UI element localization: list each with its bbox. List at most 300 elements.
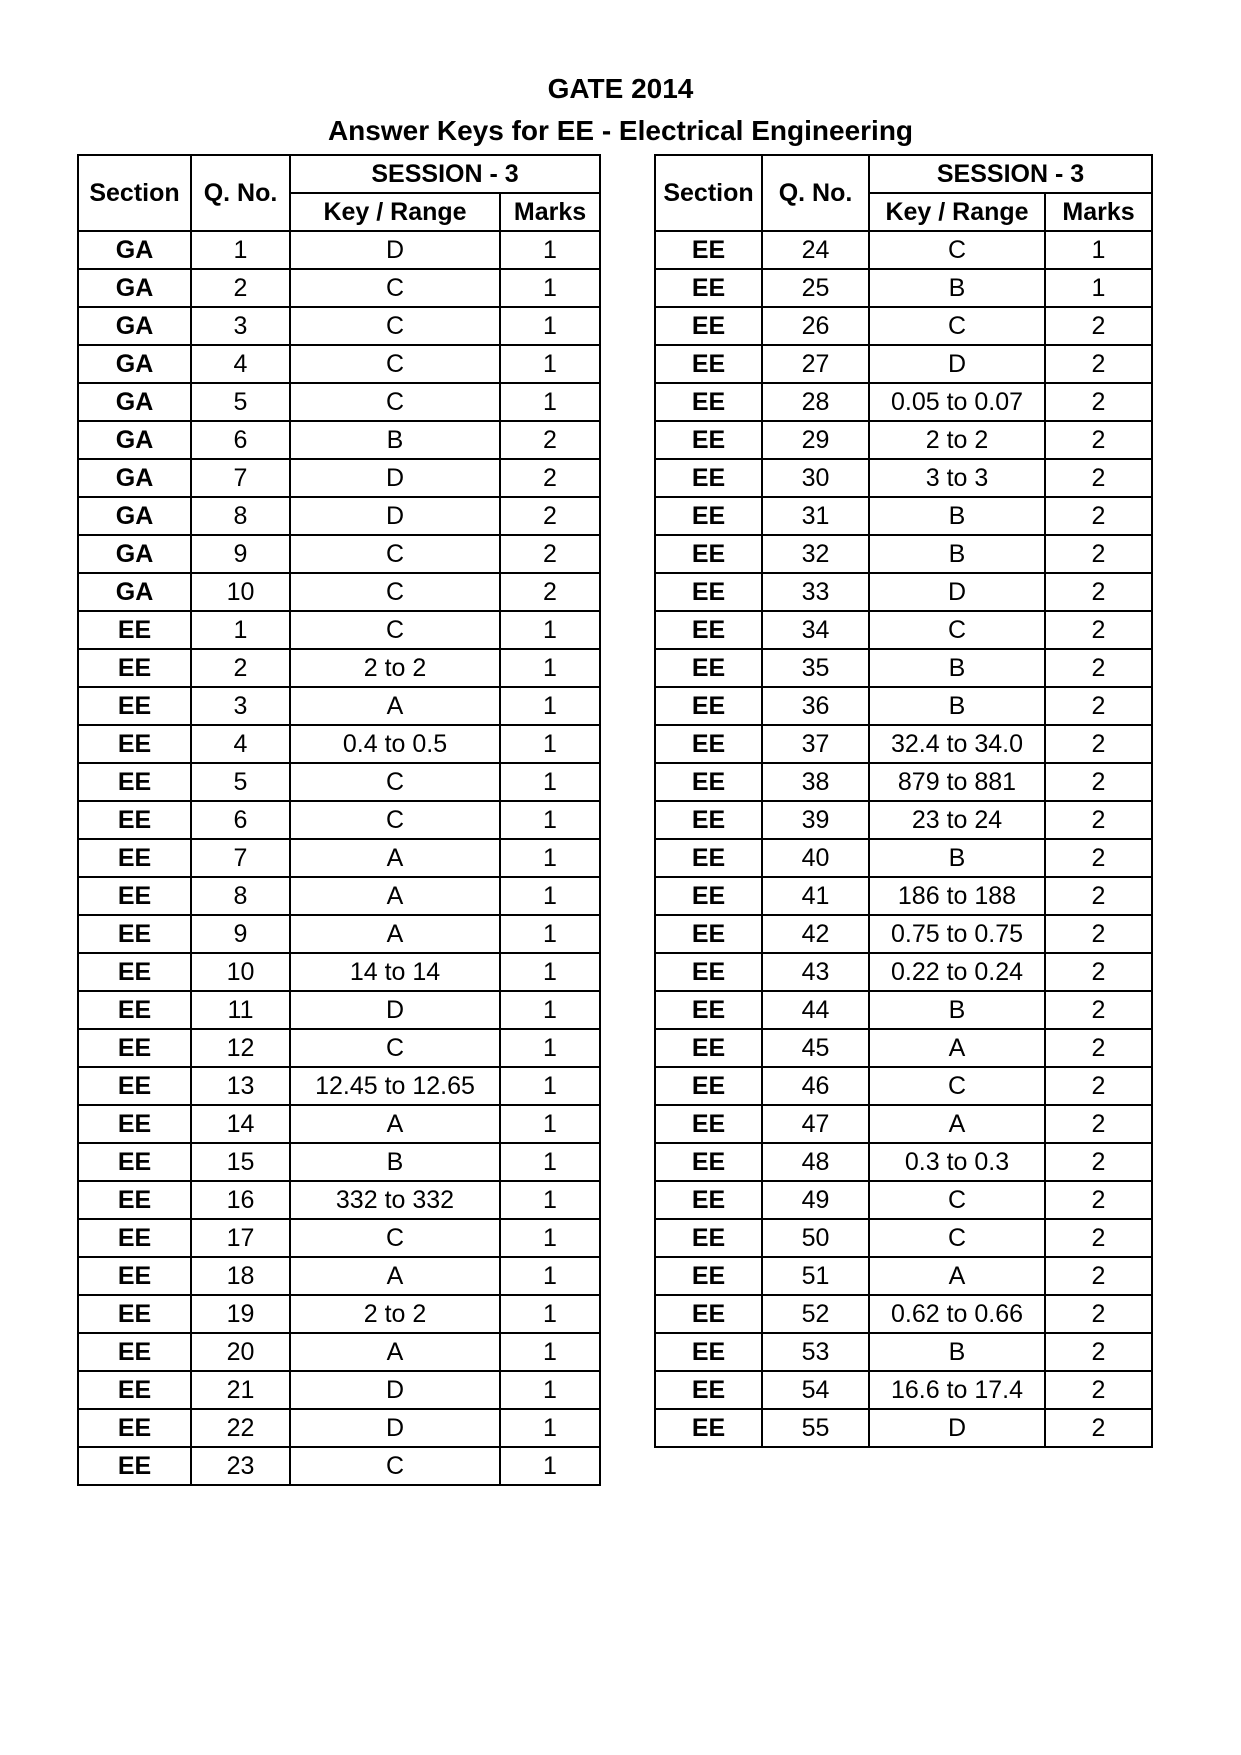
cell-section: EE <box>78 1143 191 1181</box>
cell-question-number: 27 <box>762 345 869 383</box>
cell-section: EE <box>655 763 762 801</box>
cell-section: EE <box>78 1409 191 1447</box>
table-row <box>78 801 600 839</box>
cell-marks: 2 <box>500 535 600 573</box>
table-row <box>655 687 1152 725</box>
cell-section: GA <box>78 383 191 421</box>
cell-question-number: 42 <box>762 915 869 953</box>
cell-marks: 1 <box>500 915 600 953</box>
cell-marks: 2 <box>1045 1333 1152 1371</box>
cell-question-number: 9 <box>191 535 290 573</box>
cell-key-range: B <box>869 535 1045 573</box>
table-row <box>655 231 1152 269</box>
header-section: Section <box>655 155 762 231</box>
cell-section: EE <box>78 1447 191 1485</box>
table-row <box>78 1029 600 1067</box>
cell-section: EE <box>655 1257 762 1295</box>
cell-section: EE <box>655 1067 762 1105</box>
cell-section: EE <box>78 763 191 801</box>
cell-marks: 1 <box>1045 231 1152 269</box>
cell-key-range: 23 to 24 <box>869 801 1045 839</box>
cell-section: EE <box>78 1029 191 1067</box>
cell-question-number: 33 <box>762 573 869 611</box>
cell-section: EE <box>78 991 191 1029</box>
cell-section: GA <box>78 307 191 345</box>
cell-marks: 2 <box>1045 307 1152 345</box>
cell-question-number: 9 <box>191 915 290 953</box>
cell-question-number: 43 <box>762 953 869 991</box>
page-subtitle: Answer Keys for EE - Electrical Engineering <box>327 115 914 146</box>
page-title: GATE 2014 <box>547 73 694 104</box>
cell-marks: 2 <box>1045 801 1152 839</box>
cell-question-number: 1 <box>191 611 290 649</box>
table-row <box>655 1409 1152 1447</box>
cell-section: EE <box>78 1067 191 1105</box>
cell-key-range: B <box>869 1333 1045 1371</box>
cell-marks: 1 <box>500 1143 600 1181</box>
table-row <box>78 573 600 611</box>
cell-key-range: D <box>869 573 1045 611</box>
table-row <box>655 1067 1152 1105</box>
cell-marks: 1 <box>500 649 600 687</box>
cell-section: EE <box>655 1143 762 1181</box>
table-row <box>78 1257 600 1295</box>
cell-question-number: 24 <box>762 231 869 269</box>
cell-section: EE <box>655 459 762 497</box>
cell-question-number: 46 <box>762 1067 869 1105</box>
answer-key-table-right <box>654 154 1153 1448</box>
cell-section: EE <box>78 1219 191 1257</box>
cell-question-number: 48 <box>762 1143 869 1181</box>
cell-question-number: 38 <box>762 763 869 801</box>
cell-marks: 2 <box>1045 915 1152 953</box>
cell-section: EE <box>655 953 762 991</box>
table-row <box>655 611 1152 649</box>
cell-question-number: 21 <box>191 1371 290 1409</box>
cell-question-number: 40 <box>762 839 869 877</box>
cell-marks: 1 <box>500 725 600 763</box>
cell-section: GA <box>78 345 191 383</box>
cell-question-number: 39 <box>762 801 869 839</box>
cell-section: EE <box>78 801 191 839</box>
cell-question-number: 36 <box>762 687 869 725</box>
cell-marks: 1 <box>500 269 600 307</box>
cell-section: EE <box>655 497 762 535</box>
cell-key-range: 0.22 to 0.24 <box>869 953 1045 991</box>
cell-question-number: 5 <box>191 383 290 421</box>
table-row <box>655 307 1152 345</box>
table-row <box>78 1409 600 1447</box>
cell-question-number: 52 <box>762 1295 869 1333</box>
cell-key-range: D <box>869 345 1045 383</box>
cell-marks: 2 <box>1045 1371 1152 1409</box>
table-row <box>655 497 1152 535</box>
table-row <box>655 459 1152 497</box>
table-row <box>655 535 1152 573</box>
table-row <box>78 1371 600 1409</box>
cell-marks: 1 <box>500 991 600 1029</box>
cell-key-range: C <box>869 307 1045 345</box>
cell-question-number: 28 <box>762 383 869 421</box>
cell-marks: 2 <box>1045 573 1152 611</box>
cell-question-number: 51 <box>762 1257 869 1295</box>
cell-marks: 1 <box>500 1029 600 1067</box>
cell-marks: 2 <box>1045 763 1152 801</box>
table-row <box>78 383 600 421</box>
cell-question-number: 4 <box>191 725 290 763</box>
table-row <box>78 915 600 953</box>
cell-marks: 2 <box>500 421 600 459</box>
table-row <box>78 269 600 307</box>
cell-key-range: 0.3 to 0.3 <box>869 1143 1045 1181</box>
cell-key-range: D <box>290 991 500 1029</box>
cell-marks: 2 <box>1045 877 1152 915</box>
table-row <box>655 421 1152 459</box>
cell-key-range: C <box>290 763 500 801</box>
cell-marks: 1 <box>500 1447 600 1485</box>
cell-marks: 2 <box>1045 953 1152 991</box>
cell-question-number: 11 <box>191 991 290 1029</box>
cell-section: GA <box>78 459 191 497</box>
table-row <box>655 573 1152 611</box>
cell-section: EE <box>655 269 762 307</box>
table-row <box>655 383 1152 421</box>
cell-key-range: B <box>869 269 1045 307</box>
cell-key-range: 0.4 to 0.5 <box>290 725 500 763</box>
cell-marks: 2 <box>500 573 600 611</box>
cell-key-range: D <box>290 1371 500 1409</box>
table-row <box>78 1181 600 1219</box>
table-row <box>78 763 600 801</box>
table-row <box>78 1219 600 1257</box>
cell-question-number: 7 <box>191 459 290 497</box>
table-row <box>78 687 600 725</box>
table-row <box>655 801 1152 839</box>
cell-key-range: A <box>290 877 500 915</box>
cell-section: EE <box>78 915 191 953</box>
cell-marks: 2 <box>1045 649 1152 687</box>
cell-question-number: 37 <box>762 725 869 763</box>
cell-key-range: 16.6 to 17.4 <box>869 1371 1045 1409</box>
table-row <box>78 611 600 649</box>
cell-marks: 1 <box>500 1067 600 1105</box>
table-row <box>78 649 600 687</box>
cell-question-number: 3 <box>191 687 290 725</box>
header-session: SESSION - 3 <box>869 155 1152 193</box>
cell-question-number: 2 <box>191 649 290 687</box>
cell-question-number: 32 <box>762 535 869 573</box>
table-row <box>655 1029 1152 1067</box>
table-row <box>655 1219 1152 1257</box>
cell-key-range: C <box>290 383 500 421</box>
cell-section: EE <box>655 725 762 763</box>
cell-question-number: 30 <box>762 459 869 497</box>
cell-marks: 2 <box>1045 687 1152 725</box>
cell-key-range: D <box>290 1409 500 1447</box>
cell-question-number: 18 <box>191 1257 290 1295</box>
cell-question-number: 10 <box>191 953 290 991</box>
cell-question-number: 6 <box>191 801 290 839</box>
cell-section: EE <box>78 611 191 649</box>
cell-key-range: A <box>290 1333 500 1371</box>
cell-key-range: 14 to 14 <box>290 953 500 991</box>
cell-question-number: 31 <box>762 497 869 535</box>
table-row <box>78 459 600 497</box>
cell-key-range: C <box>290 1029 500 1067</box>
cell-question-number: 26 <box>762 307 869 345</box>
cell-marks: 1 <box>500 307 600 345</box>
cell-section: EE <box>655 383 762 421</box>
cell-key-range: C <box>290 573 500 611</box>
cell-question-number: 14 <box>191 1105 290 1143</box>
cell-question-number: 8 <box>191 497 290 535</box>
cell-question-number: 17 <box>191 1219 290 1257</box>
header-section: Section <box>78 155 191 231</box>
cell-key-range: 2 to 2 <box>869 421 1045 459</box>
cell-section: EE <box>655 1295 762 1333</box>
cell-marks: 1 <box>500 1257 600 1295</box>
cell-question-number: 23 <box>191 1447 290 1485</box>
table-row <box>655 1257 1152 1295</box>
cell-marks: 2 <box>1045 459 1152 497</box>
cell-key-range: 2 to 2 <box>290 1295 500 1333</box>
cell-key-range: D <box>290 231 500 269</box>
header-session: SESSION - 3 <box>290 155 600 193</box>
cell-key-range: A <box>869 1105 1045 1143</box>
cell-section: EE <box>78 877 191 915</box>
cell-key-range: B <box>290 1143 500 1181</box>
table-row <box>78 953 600 991</box>
table-row <box>78 839 600 877</box>
cell-marks: 2 <box>1045 725 1152 763</box>
cell-section: EE <box>78 1105 191 1143</box>
cell-key-range: C <box>869 1067 1045 1105</box>
cell-section: EE <box>655 421 762 459</box>
cell-question-number: 25 <box>762 269 869 307</box>
cell-key-range: C <box>869 611 1045 649</box>
cell-section: EE <box>655 839 762 877</box>
table-row <box>78 991 600 1029</box>
cell-key-range: 879 to 881 <box>869 763 1045 801</box>
cell-marks: 2 <box>1045 535 1152 573</box>
table-row <box>78 1295 600 1333</box>
header-question-number: Q. No. <box>762 155 869 231</box>
cell-key-range: A <box>869 1029 1045 1067</box>
cell-marks: 2 <box>1045 1105 1152 1143</box>
cell-section: EE <box>655 535 762 573</box>
cell-marks: 1 <box>500 1219 600 1257</box>
cell-question-number: 3 <box>191 307 290 345</box>
cell-question-number: 47 <box>762 1105 869 1143</box>
cell-question-number: 1 <box>191 231 290 269</box>
cell-marks: 2 <box>500 497 600 535</box>
table-row <box>78 307 600 345</box>
cell-key-range: C <box>869 1181 1045 1219</box>
cell-section: GA <box>78 269 191 307</box>
cell-question-number: 13 <box>191 1067 290 1105</box>
cell-key-range: 32.4 to 34.0 <box>869 725 1045 763</box>
cell-question-number: 53 <box>762 1333 869 1371</box>
cell-marks: 1 <box>500 1409 600 1447</box>
cell-marks: 1 <box>500 611 600 649</box>
cell-key-range: A <box>290 839 500 877</box>
table-row <box>655 839 1152 877</box>
cell-question-number: 49 <box>762 1181 869 1219</box>
cell-question-number: 34 <box>762 611 869 649</box>
cell-question-number: 19 <box>191 1295 290 1333</box>
cell-question-number: 50 <box>762 1219 869 1257</box>
cell-marks: 1 <box>500 1333 600 1371</box>
table-row <box>655 269 1152 307</box>
cell-marks: 1 <box>500 1105 600 1143</box>
cell-section: GA <box>78 535 191 573</box>
cell-question-number: 45 <box>762 1029 869 1067</box>
cell-key-range: B <box>869 991 1045 1029</box>
cell-marks: 2 <box>1045 1181 1152 1219</box>
table-row <box>655 877 1152 915</box>
cell-key-range: 186 to 188 <box>869 877 1045 915</box>
cell-question-number: 35 <box>762 649 869 687</box>
cell-question-number: 7 <box>191 839 290 877</box>
cell-section: EE <box>78 1371 191 1409</box>
table-row <box>655 345 1152 383</box>
table-row <box>78 421 600 459</box>
cell-marks: 1 <box>500 801 600 839</box>
cell-key-range: C <box>290 801 500 839</box>
cell-section: EE <box>78 687 191 725</box>
cell-marks: 1 <box>1045 269 1152 307</box>
cell-question-number: 5 <box>191 763 290 801</box>
cell-section: EE <box>655 1105 762 1143</box>
cell-section: EE <box>655 877 762 915</box>
cell-key-range: A <box>290 1105 500 1143</box>
cell-question-number: 20 <box>191 1333 290 1371</box>
cell-key-range: 12.45 to 12.65 <box>290 1067 500 1105</box>
cell-marks: 1 <box>500 1371 600 1409</box>
cell-section: EE <box>655 1181 762 1219</box>
cell-key-range: B <box>869 497 1045 535</box>
cell-section: EE <box>78 839 191 877</box>
cell-marks: 1 <box>500 231 600 269</box>
cell-marks: 2 <box>1045 1295 1152 1333</box>
cell-marks: 2 <box>1045 1257 1152 1295</box>
cell-marks: 2 <box>1045 383 1152 421</box>
cell-section: EE <box>655 649 762 687</box>
cell-key-range: C <box>290 1447 500 1485</box>
cell-key-range: C <box>290 307 500 345</box>
cell-section: EE <box>78 725 191 763</box>
cell-key-range: B <box>869 839 1045 877</box>
cell-key-range: B <box>290 421 500 459</box>
cell-marks: 2 <box>1045 1409 1152 1447</box>
table-row <box>655 1333 1152 1371</box>
cell-key-range: C <box>290 345 500 383</box>
cell-question-number: 15 <box>191 1143 290 1181</box>
cell-section: EE <box>655 573 762 611</box>
header-marks: Marks <box>500 193 600 231</box>
cell-section: EE <box>655 231 762 269</box>
cell-question-number: 4 <box>191 345 290 383</box>
cell-marks: 1 <box>500 1295 600 1333</box>
cell-marks: 2 <box>1045 1067 1152 1105</box>
cell-question-number: 29 <box>762 421 869 459</box>
cell-marks: 1 <box>500 877 600 915</box>
cell-marks: 2 <box>1045 611 1152 649</box>
table-row <box>655 1181 1152 1219</box>
table-row <box>78 535 600 573</box>
cell-section: EE <box>78 649 191 687</box>
cell-key-range: B <box>869 687 1045 725</box>
cell-key-range: A <box>290 687 500 725</box>
cell-key-range: C <box>869 1219 1045 1257</box>
table-row <box>655 915 1152 953</box>
cell-marks: 2 <box>1045 991 1152 1029</box>
cell-marks: 2 <box>1045 1219 1152 1257</box>
cell-key-range: C <box>290 269 500 307</box>
cell-marks: 1 <box>500 345 600 383</box>
cell-question-number: 41 <box>762 877 869 915</box>
cell-marks: 1 <box>500 839 600 877</box>
cell-section: EE <box>655 345 762 383</box>
cell-marks: 1 <box>500 1181 600 1219</box>
cell-marks: 2 <box>1045 345 1152 383</box>
table-row <box>655 1371 1152 1409</box>
table-row <box>655 991 1152 1029</box>
cell-key-range: D <box>869 1409 1045 1447</box>
table-row <box>78 1333 600 1371</box>
table-row <box>655 1105 1152 1143</box>
cell-marks: 2 <box>1045 1143 1152 1181</box>
cell-section: EE <box>655 915 762 953</box>
cell-question-number: 6 <box>191 421 290 459</box>
cell-marks: 2 <box>1045 1029 1152 1067</box>
table-row <box>78 345 600 383</box>
cell-section: EE <box>78 1181 191 1219</box>
cell-section: EE <box>655 1409 762 1447</box>
cell-key-range: 0.62 to 0.66 <box>869 1295 1045 1333</box>
cell-section: EE <box>655 687 762 725</box>
cell-section: EE <box>78 1333 191 1371</box>
cell-marks: 2 <box>1045 421 1152 459</box>
table-row <box>655 1295 1152 1333</box>
cell-question-number: 54 <box>762 1371 869 1409</box>
cell-question-number: 22 <box>191 1409 290 1447</box>
cell-key-range: D <box>290 497 500 535</box>
cell-question-number: 2 <box>191 269 290 307</box>
header-key-range: Key / Range <box>290 193 500 231</box>
cell-question-number: 16 <box>191 1181 290 1219</box>
cell-key-range: C <box>290 535 500 573</box>
cell-key-range: A <box>869 1257 1045 1295</box>
answer-key-table-left <box>77 154 601 1486</box>
cell-marks: 1 <box>500 687 600 725</box>
cell-section: GA <box>78 421 191 459</box>
cell-section: EE <box>78 1295 191 1333</box>
header-question-number: Q. No. <box>191 155 290 231</box>
table-row <box>655 725 1152 763</box>
table-row <box>78 497 600 535</box>
cell-marks: 1 <box>500 763 600 801</box>
table-row <box>655 1143 1152 1181</box>
cell-key-range: 3 to 3 <box>869 459 1045 497</box>
header-key-range: Key / Range <box>869 193 1045 231</box>
cell-question-number: 12 <box>191 1029 290 1067</box>
cell-section: EE <box>655 611 762 649</box>
table-row <box>78 1143 600 1181</box>
cell-marks: 2 <box>1045 839 1152 877</box>
cell-question-number: 10 <box>191 573 290 611</box>
cell-section: EE <box>655 307 762 345</box>
